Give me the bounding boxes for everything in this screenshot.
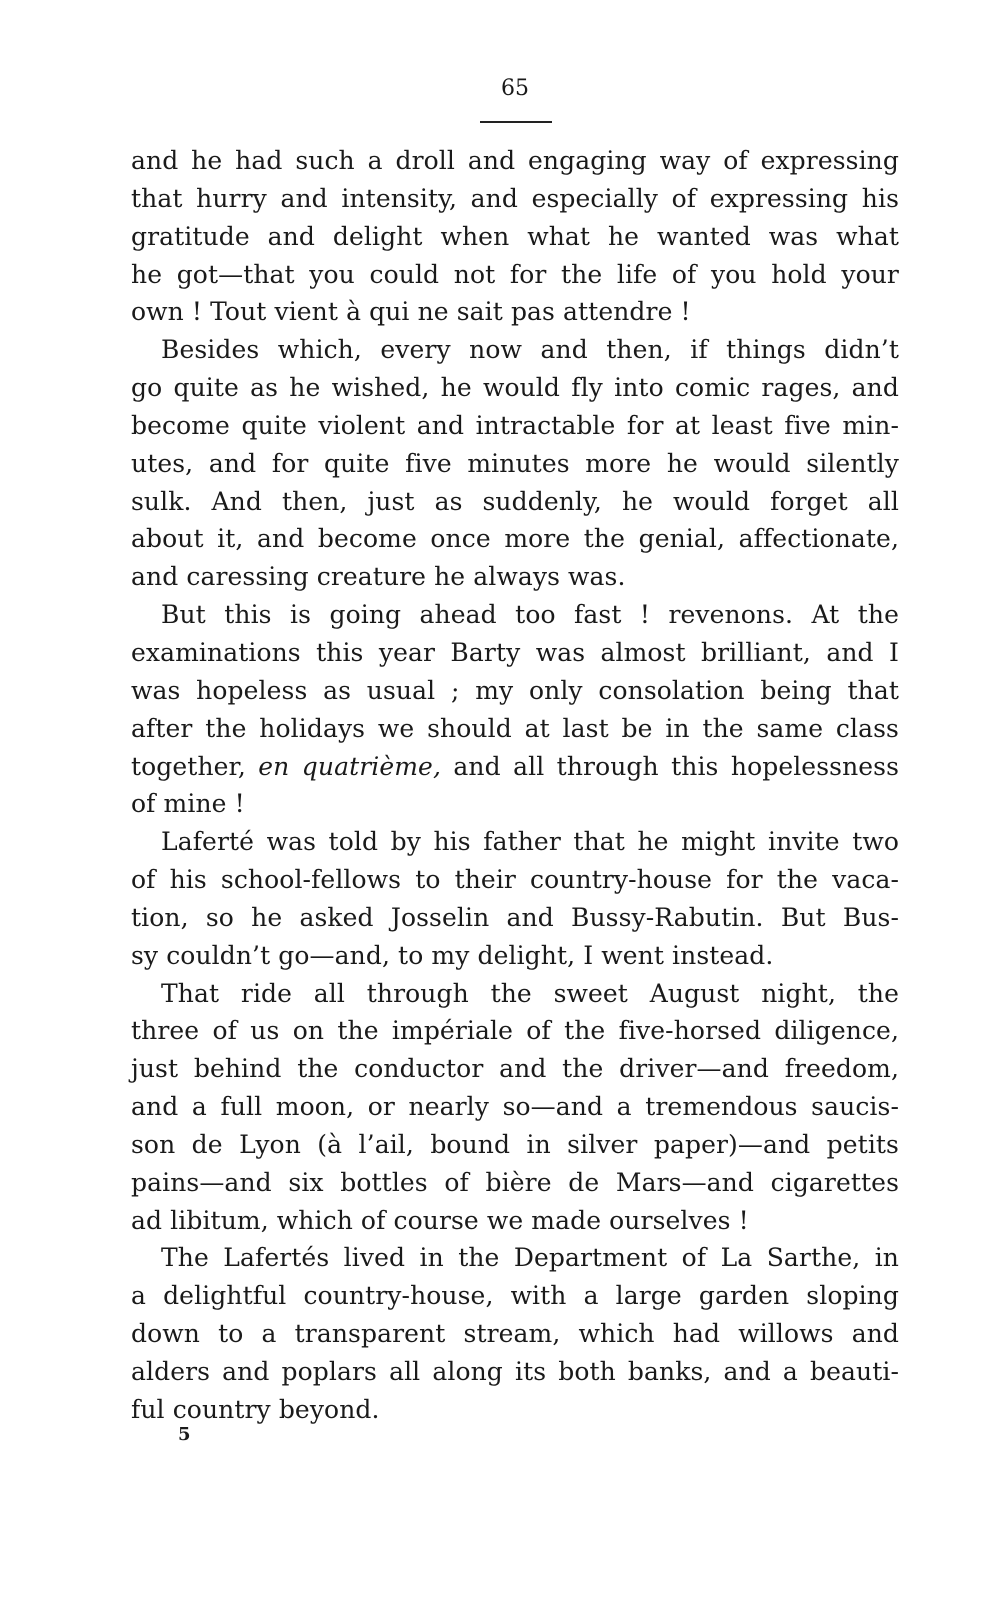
text-line-mixed [131,748,899,786]
text-line: and caressing creature he always was. [131,562,626,592]
text-line: The Lafertés lived in the Department of La Sarthe, in [161,1243,899,1273]
page-number: 65 [501,76,529,101]
text-line: Besides which, every now and then, if things didn’t [161,335,899,365]
text-segment: and all through this hopelessness [453,751,900,781]
text-line: tion, so he asked Josselin and Bussy-Rabutin. But Bus- [131,902,899,932]
text-line: a delightful country-house, with a large garden sloping [131,1281,899,1311]
text-line: ful country beyond. [131,1394,380,1424]
text-line: that hurry and intensity, and especially of expressing his [131,183,899,213]
text-line: go quite as he wished, he would fly into comic rages, and [131,373,899,403]
header-rule [480,121,552,123]
text-line: pains—and six bottles of bière de Mars—and cigarettes [131,1167,899,1197]
text-line: examinations this year Barty was almost brilliant, and I [131,637,899,667]
text-line: utes, and for quite five minutes more he would silently [131,448,899,478]
text-line: son de Lyon (à l’ail, bound in silver paper)—and petits [131,1129,899,1159]
text-line: down to a transparent stream, which had willows and [131,1319,899,1349]
text-line: he got—that you could not for the life of you hold your [131,259,899,289]
text-line: own ! Tout vient à qui ne sait pas attendre ! [131,297,691,327]
body-text [131,142,899,1429]
text-line: become quite violent and intractable for at least five min- [131,410,899,440]
text-line: after the holidays we should at last be in the same class [131,713,899,743]
text-line: But this is going ahead too fast ! revenons. At the [161,600,899,630]
text-line: sulk. And then, just as suddenly, he would forget all [131,486,899,516]
text-line: alders and poplars all along its both banks, and a beauti- [131,1357,899,1386]
text-line: three of us on the impériale of the five-horsed diligence, [131,1016,899,1046]
text-line: just behind the conductor and the driver—and freedom, [131,1054,899,1084]
text-line: about it, and become once more the genial, affectionate, [131,524,899,554]
text-line: ad libitum, which of course we made ourselves ! [131,1205,749,1235]
text-line: sy couldn’t go—and, to my delight, I went instead. [131,940,774,970]
text-segment: together, [131,751,246,781]
text-line: gratitude and delight when what he wanted was what [131,221,899,251]
signature-mark: 5 [178,1424,191,1445]
text-line: was hopeless as usual ; my only consolation being that [131,675,899,705]
text-line: of mine ! [131,789,245,819]
text-line: Laferté was told by his father that he might invite two [161,827,899,857]
text-line: and a full moon, or nearly so—and a tremendous saucis- [131,1092,899,1122]
text-line: That ride all through the sweet August night, the [161,978,899,1008]
text-line: and he had such a droll and engaging way of expressing [131,146,899,175]
italic-phrase: en quatrième, [258,751,442,781]
text-line: of his school-fellows to their country-house for the vaca- [131,865,899,895]
